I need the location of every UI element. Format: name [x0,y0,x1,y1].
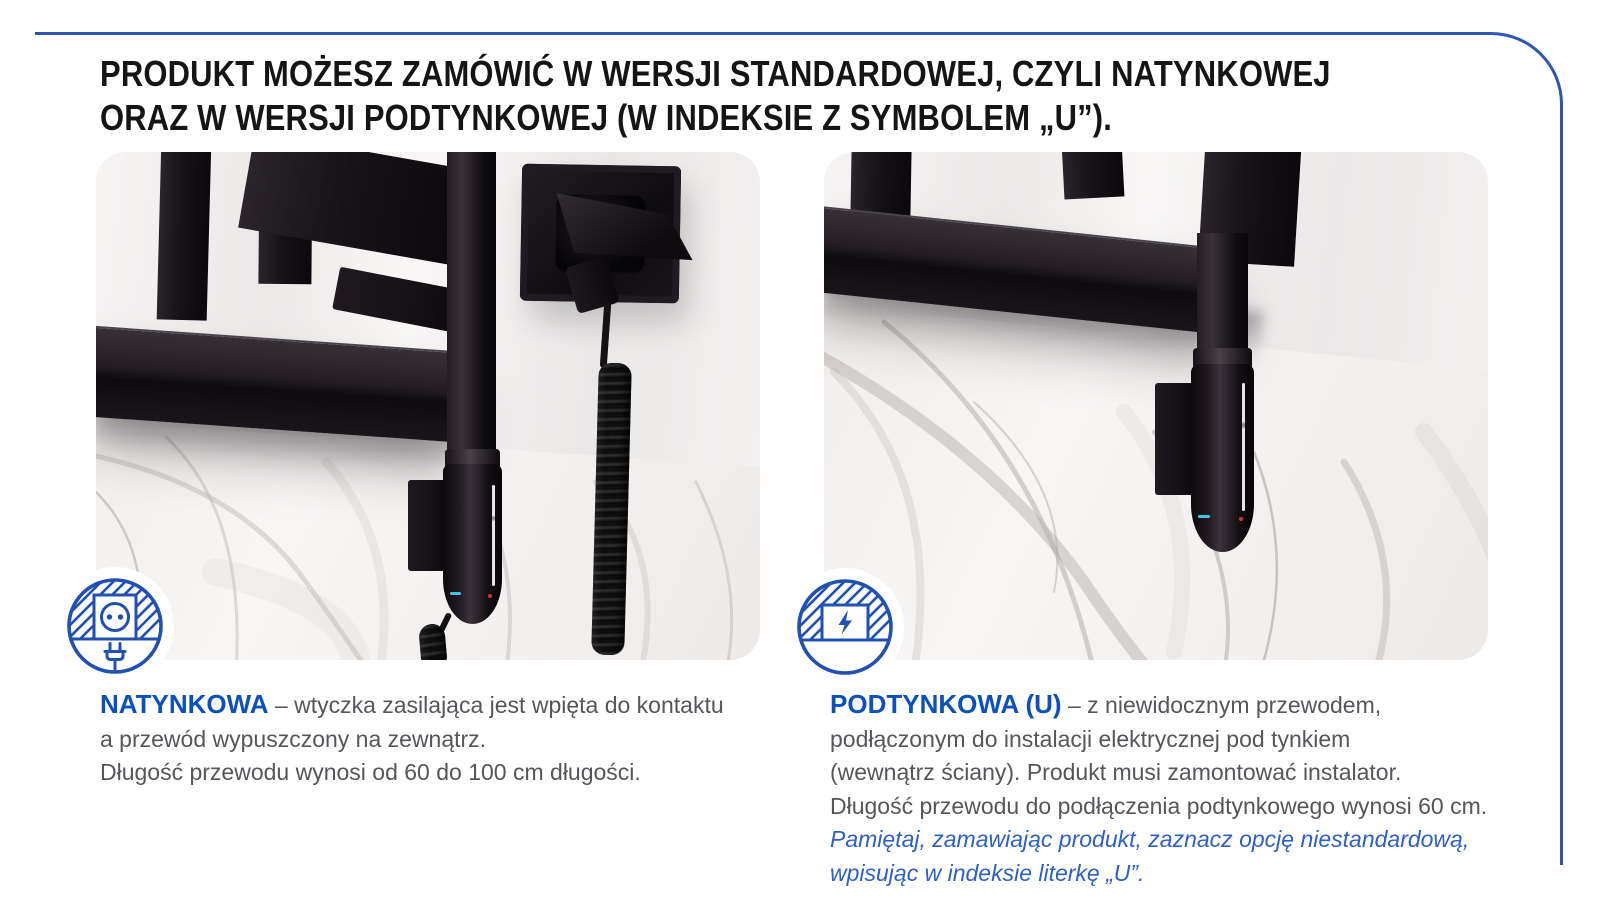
radiator-top-bar [157,152,211,320]
page-title-line1: PRODUKT MOŻESZ ZAMÓWIĆ W WERSJI STANDARDOWEJ, CZYLI NATYNKOWEJ [100,53,1331,94]
heater-wall-bracket [1155,383,1195,495]
photo-natynkowa [96,152,760,660]
heater-label [1242,383,1245,511]
caption-text: – wtyczka zasilająca jest wpięta do kontaktu [268,692,724,718]
caption-note: wpisując w indeksie literkę „U”. [830,859,1145,886]
photo-podtynkowa [824,152,1488,660]
heater-indicator-cyan [1198,515,1210,518]
heater-indicator-cyan [450,592,461,595]
heater-label [492,485,495,586]
caption-line [100,688,740,723]
caption-text: – z niewidocznym przewodem, [1061,692,1382,718]
heater-wall-bracket [408,480,448,571]
caption-line: podłączonym do instalacji elektrycznej pod tynkiem [830,725,1351,752]
caption-podtynkowa [830,688,1520,890]
caption-line: (wewnątrz ściany). Produkt musi zamontować instalator. [830,759,1402,785]
section-title-podtynkowa: PODTYNKOWA (U) [830,689,1062,719]
caption-natynkowa [100,688,740,790]
caption-line: a przewód wypuszczony na zewnątrz. [100,725,487,752]
heater-indicator-red [488,594,492,598]
flush-mounted-power-icon [786,568,904,686]
heater-body [1191,364,1255,552]
heater-body [443,464,503,624]
caption-line: Długość przewodu wynosi od 60 do 100 cm długości. [100,759,641,785]
wall-socket-plug-icon [56,567,174,685]
caption-note: Pamiętaj, zamawiając produkt, zaznacz opcję niestandardową, [830,826,1470,852]
radiator-post [1197,233,1247,360]
plug-cable [600,302,612,368]
radiator-top-bar [1062,152,1125,199]
section-title-natynkowa: NATYNKOWA [100,689,269,719]
caption-line [830,688,1520,723]
heater-indicator-red [1239,517,1243,521]
caption-line: Długość przewodu do podłączenia podtynkowego wynosi 60 cm. [830,792,1488,819]
page-title [100,52,1331,140]
radiator-post [447,152,496,467]
page-title-line2: ORAZ W WERSJI PODTYNKOWEJ (W INDEKSIE Z SYMBOLEM „U”). [100,97,1113,138]
